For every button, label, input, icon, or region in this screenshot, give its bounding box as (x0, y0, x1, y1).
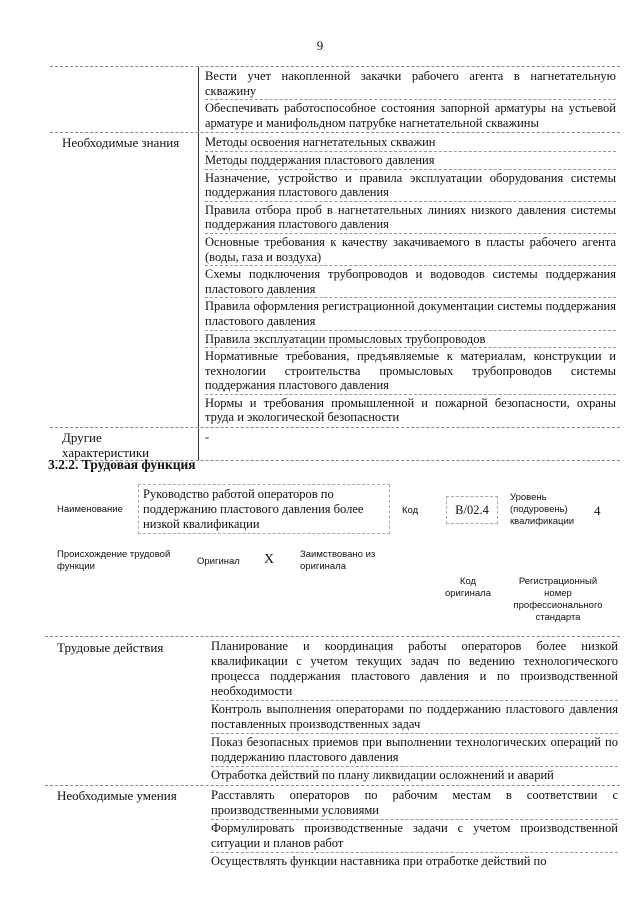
list-item: Отработка действий по плану ликвидации осложнений и аварий (211, 768, 554, 782)
list-item: Назначение, устройство и правила эксплуатации оборудования системы поддержания пластового давления (205, 170, 616, 202)
row-label-actions: Трудовые действия (57, 640, 164, 655)
table-row (45, 785, 620, 871)
row-label-other: Другие характеристики (62, 430, 150, 461)
list-item: Контроль выполнения операторами по поддержанию пластового давления поставленных производственных задач (211, 701, 618, 734)
list-item: Нормативные требования, предъявляемые к материалам, конструкции и технологии строительства промысловых трубопроводов системы поддержания пластового давления (205, 348, 616, 395)
list-item: Вести учет накопленной закачки рабочего агента в нагнетательную скважину (205, 68, 616, 100)
list-item: Формулировать производственные задачи с учетом производственной ситуации и планов работ (211, 820, 618, 853)
name-label: Наименование (57, 504, 123, 515)
list-item: Осуществлять функции наставника при отработке действий по (211, 854, 547, 868)
code-original-label: Код оригинала (444, 576, 491, 599)
list-item: Обеспечивать работоспособное состояния запорной арматуры на устьевой арматуре и манифольдном патрубке нагнетательной скважины (205, 101, 616, 130)
table-row (50, 427, 620, 461)
table-row (50, 66, 620, 132)
row-label-skills: Необходимые умения (57, 788, 177, 803)
list-item: Методы освоения нагнетательных скважин (205, 134, 616, 152)
list-item: Основные требования к качеству закачиваемого в пласты рабочего агента (воды, газа и воздуха) (205, 234, 616, 266)
original-label: Оригинал (197, 556, 240, 567)
table-cell-items (198, 133, 620, 427)
borrowed-label: Заимствовано из оригинала (300, 549, 376, 572)
list-item: Методы поддержания пластового давления (205, 152, 616, 170)
row-label-knowledge: Необходимые знания (62, 135, 180, 151)
origin-label: Происхождение трудовой функции (57, 549, 171, 572)
list-item: Схемы подключения трубопроводов и водоводов системы поддержания пластового давления (205, 266, 616, 298)
original-mark: X (264, 552, 275, 567)
list-item: Правила эксплуатации промысловых трубопроводов (205, 331, 616, 349)
code-value: B/02.4 (446, 496, 498, 524)
list-item: Расставлять операторов по рабочим местам в соответствии с производственными условиями (211, 787, 618, 820)
code-label: Код (402, 505, 419, 516)
reg-number-label: Регистрационный номер профессионального стандарта (513, 576, 603, 623)
list-item: - (205, 430, 210, 445)
knowledge-table (50, 66, 620, 461)
table-row (45, 636, 620, 785)
list-item: Правила оформления регистрационной документации системы поддержания пластового давления (205, 298, 616, 330)
level-value: 4 (594, 503, 601, 518)
actions-table (45, 636, 620, 871)
table-cell-items (203, 786, 620, 871)
section-title: 3.2.2. Трудовая функция (48, 457, 196, 472)
list-item: Планирование и координация работы операторов более низкой квалификации с учетом текущих задач по ведению технологического процесса поддержания пластового давления и по производственной необходимости (211, 638, 618, 701)
table-cell-items (198, 67, 620, 132)
table-cell-items (198, 428, 620, 460)
name-value: Руководство работой операторов по поддержанию пластового давления более низкой квалификации (138, 484, 390, 534)
table-row (50, 132, 620, 427)
table-cell-items (203, 637, 620, 785)
list-item: Правила отбора проб в нагнетательных линиях низкого давления системы поддержания пластового давления (205, 202, 616, 234)
page-number: 9 (316, 38, 324, 53)
list-item: Показ безопасных приемов при выполнении технологических операций по поддержанию пластового давления (211, 734, 618, 767)
list-item: Нормы и требования промышленной и пожарной безопасности, охраны труда и экологической безопасности (205, 395, 616, 425)
level-label: Уровень (подуровень) квалификации (510, 492, 575, 527)
